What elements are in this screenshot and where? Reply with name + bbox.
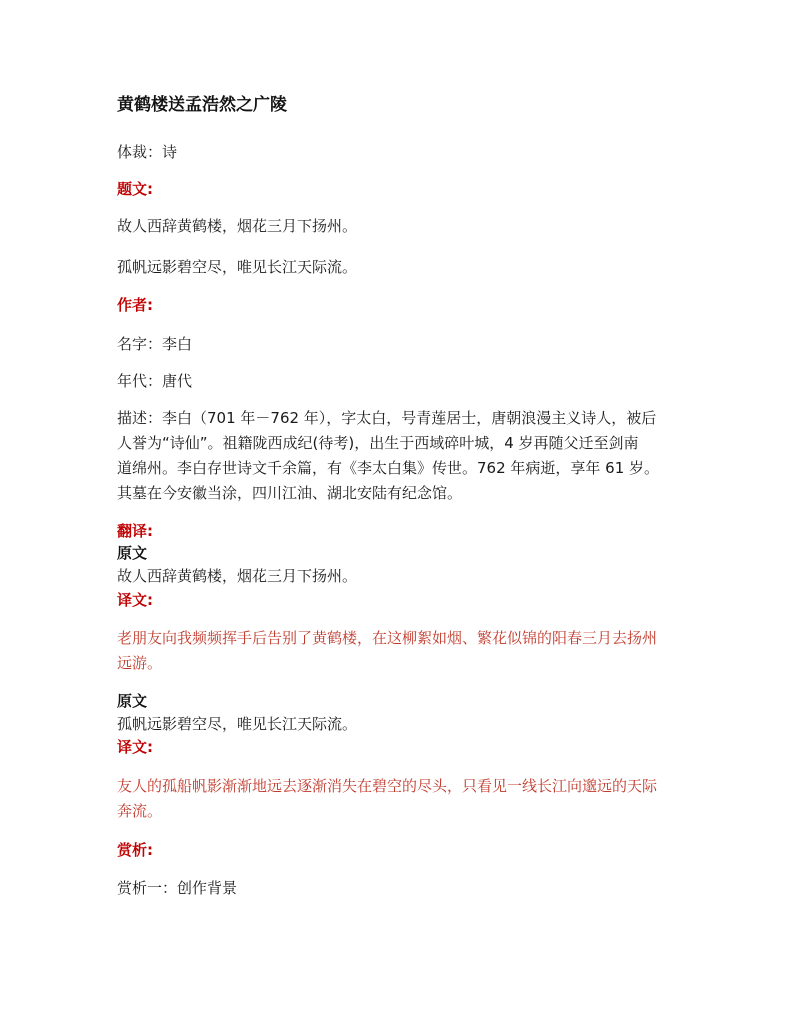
translation-label: 译文: [117,738,153,756]
appreciation-item: 赏析一：创作背景 [117,879,238,897]
poem-line: 孤帆远影碧空尽，唯见长江天际流。 [117,258,358,276]
author-name: 名字：李白 [117,335,193,353]
original-text: 孤帆远影碧空尽，唯见长江天际流。 [117,715,358,733]
original-label: 原文 [117,692,148,710]
author-era: 年代：唐代 [117,372,193,390]
translation-text-line: 奔流。 [117,802,163,820]
translation-text-line: 友人的孤船帆影渐渐地远去逐渐消失在碧空的尽头，只看见一线长江向邈远的天际 [117,777,658,795]
translation-text-line: 老朋友向我频频挥手后告别了黄鹤楼，在这柳絮如烟、繁花似锦的阳春三月去扬州 [117,629,658,647]
translation-text-line: 远游。 [117,654,163,672]
section-heading-poem: 题文: [117,180,153,198]
author-description-line: 人誉为“诗仙”。祖籍陇西成纪(待考)，出生于西域碎叶城，4 岁再随父迁至剑南 [117,434,639,452]
author-description-line: 道绵州。李白存世诗文千余篇，有《李太白集》传世。762 年病逝，享年 61 岁。 [117,459,660,477]
author-description-line: 其墓在今安徽当涂，四川江油、湖北安陆有纪念馆。 [117,484,463,502]
original-text: 故人西辞黄鹤楼，烟花三月下扬州。 [117,567,358,585]
author-description-line: 描述：李白（701 年－762 年），字太白，号青莲居士，唐朝浪漫主义诗人，被后 [117,409,657,427]
section-heading-appreciation: 赏析: [117,841,153,859]
translation-label: 译文: [117,591,153,609]
section-heading-author: 作者: [117,296,153,314]
genre-line: 体裁：诗 [117,143,178,161]
section-heading-translation: 翻译: [117,522,153,540]
original-label: 原文 [117,544,148,562]
page-title: 黄鹤楼送孟浩然之广陵 [117,95,287,115]
poem-line: 故人西辞黄鹤楼，烟花三月下扬州。 [117,217,358,235]
